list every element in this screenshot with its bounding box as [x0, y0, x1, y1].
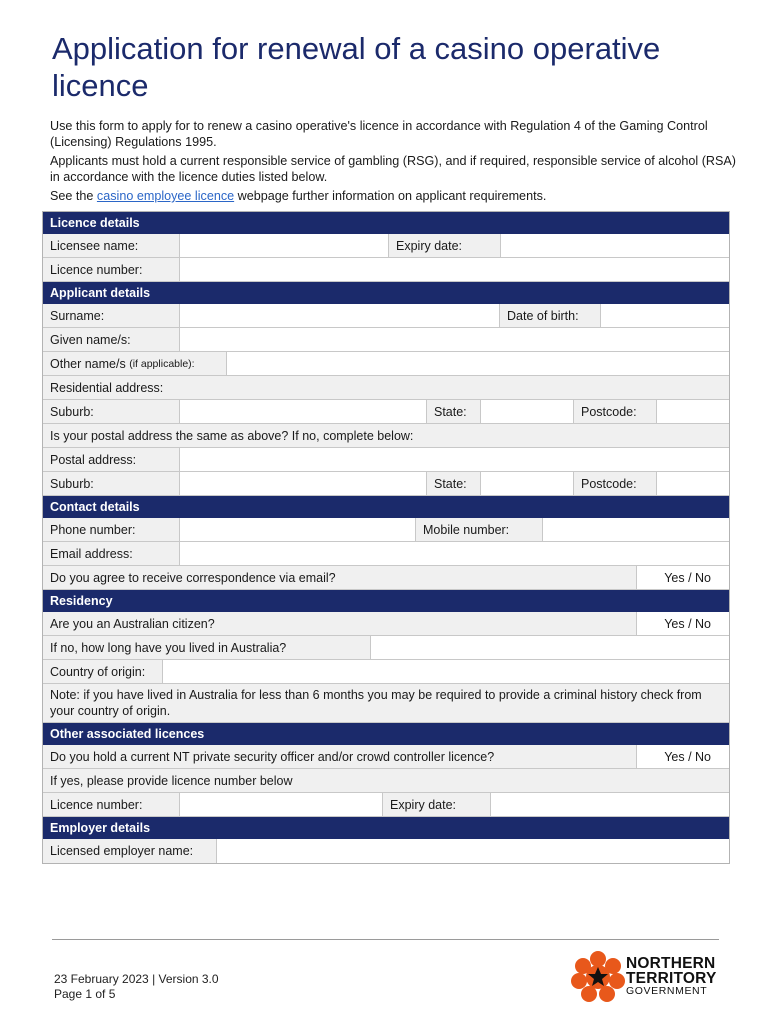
- surname-field[interactable]: [180, 304, 500, 327]
- other-names-label: Other name/s (if applicable):: [43, 352, 227, 375]
- email-address-label: Email address:: [43, 542, 180, 565]
- licensed-employer-field[interactable]: [217, 839, 729, 863]
- mobile-number-label: Mobile number:: [416, 518, 543, 541]
- intro-text: [50, 119, 740, 209]
- intro-paragraph-1: Use this form to apply for to renew a casino operative's licence in accordance with Regulation 4 of the Gaming Control (Licensing) Regulations 1995.: [50, 119, 708, 149]
- other-licence-number-field[interactable]: [180, 793, 383, 816]
- security-licence-question: Do you hold a current NT private security officer and/or crowd controller licence?: [43, 745, 637, 768]
- suburb-field[interactable]: [180, 400, 427, 423]
- suburb-label: Suburb:: [43, 400, 180, 423]
- postal-address-label: Postal address:: [43, 448, 180, 471]
- other-expiry-date-label: Expiry date:: [383, 793, 491, 816]
- intro-paragraph-2: Applicants must hold a current responsible service of gambling (RSG), and if required, responsible service of alcohol (RSA) in accordance with the licence duties listed below.: [50, 154, 736, 184]
- email-agree-yes-no[interactable]: Yes / No: [637, 566, 729, 589]
- postcode-label: Postcode:: [574, 400, 657, 423]
- section-contact-details: Contact details: [43, 496, 729, 518]
- email-address-field[interactable]: [180, 542, 729, 565]
- if-yes-instruction: If yes, please provide licence number below: [43, 769, 729, 792]
- postal-suburb-field[interactable]: [180, 472, 427, 495]
- footer-divider: [52, 939, 719, 940]
- application-form: [42, 211, 730, 864]
- licence-number-label: Licence number:: [43, 258, 180, 281]
- logo-text: NORTHERN TERRITORY GOVERNMENT: [626, 955, 717, 997]
- licence-number-field[interactable]: [180, 258, 729, 281]
- section-licence-details: Licence details: [43, 212, 729, 234]
- date-of-birth-label: Date of birth:: [500, 304, 601, 327]
- section-other-licences: Other associated licences: [43, 723, 729, 745]
- postal-state-label: State:: [427, 472, 481, 495]
- footer-page-number: Page 1 of 5: [54, 987, 116, 1001]
- intro-paragraph-3: See the casino employee licence webpage further information on applicant requirements.: [50, 189, 547, 203]
- other-licence-number-label: Licence number:: [43, 793, 180, 816]
- phone-number-field[interactable]: [180, 518, 416, 541]
- other-names-field[interactable]: [227, 352, 729, 375]
- how-long-label: If no, how long have you lived in Australia?: [43, 636, 371, 659]
- surname-label: Surname:: [43, 304, 180, 327]
- email-agree-question: Do you agree to receive correspondence via email?: [43, 566, 637, 589]
- given-names-label: Given name/s:: [43, 328, 180, 351]
- citizen-yes-no[interactable]: Yes / No: [637, 612, 729, 635]
- licensed-employer-label: Licensed employer name:: [43, 839, 217, 863]
- security-licence-yes-no[interactable]: Yes / No: [637, 745, 729, 768]
- state-field[interactable]: [481, 400, 574, 423]
- state-label: State:: [427, 400, 481, 423]
- country-of-origin-label: Country of origin:: [43, 660, 163, 683]
- citizen-question: Are you an Australian citizen?: [43, 612, 637, 635]
- postcode-field[interactable]: [657, 400, 729, 423]
- residential-address-label: Residential address:: [43, 376, 729, 399]
- expiry-date-field[interactable]: [501, 234, 729, 257]
- section-employer-details: Employer details: [43, 817, 729, 839]
- postal-postcode-label: Postcode:: [574, 472, 657, 495]
- section-applicant-details: Applicant details: [43, 282, 729, 304]
- postal-same-question: Is your postal address the same as above? If no, complete below:: [43, 424, 729, 447]
- criminal-history-note: Note: if you have lived in Australia for less than 6 months you may be required to provide a criminal history check from your country of origin.: [43, 684, 729, 722]
- mobile-number-field[interactable]: [543, 518, 729, 541]
- desert-rose-icon: [570, 950, 626, 1004]
- other-expiry-date-field[interactable]: [491, 793, 729, 816]
- section-residency: Residency: [43, 590, 729, 612]
- nt-government-logo: [570, 950, 720, 1004]
- given-names-field[interactable]: [180, 328, 729, 351]
- licensee-name-field[interactable]: [180, 234, 389, 257]
- date-of-birth-field[interactable]: [601, 304, 729, 327]
- footer-date-version: 23 February 2023 | Version 3.0: [54, 972, 219, 986]
- casino-employee-licence-link[interactable]: casino employee licence: [96, 189, 235, 203]
- footer: [54, 972, 219, 1002]
- how-long-field[interactable]: [371, 636, 729, 659]
- postal-postcode-field[interactable]: [657, 472, 729, 495]
- phone-number-label: Phone number:: [43, 518, 180, 541]
- postal-state-field[interactable]: [481, 472, 574, 495]
- page-title: Application for renewal of a casino operative licence: [52, 31, 661, 103]
- country-of-origin-field[interactable]: [163, 660, 729, 683]
- postal-suburb-label: Suburb:: [43, 472, 180, 495]
- expiry-date-label: Expiry date:: [389, 234, 501, 257]
- licensee-name-label: Licensee name:: [43, 234, 180, 257]
- postal-address-field[interactable]: [180, 448, 729, 471]
